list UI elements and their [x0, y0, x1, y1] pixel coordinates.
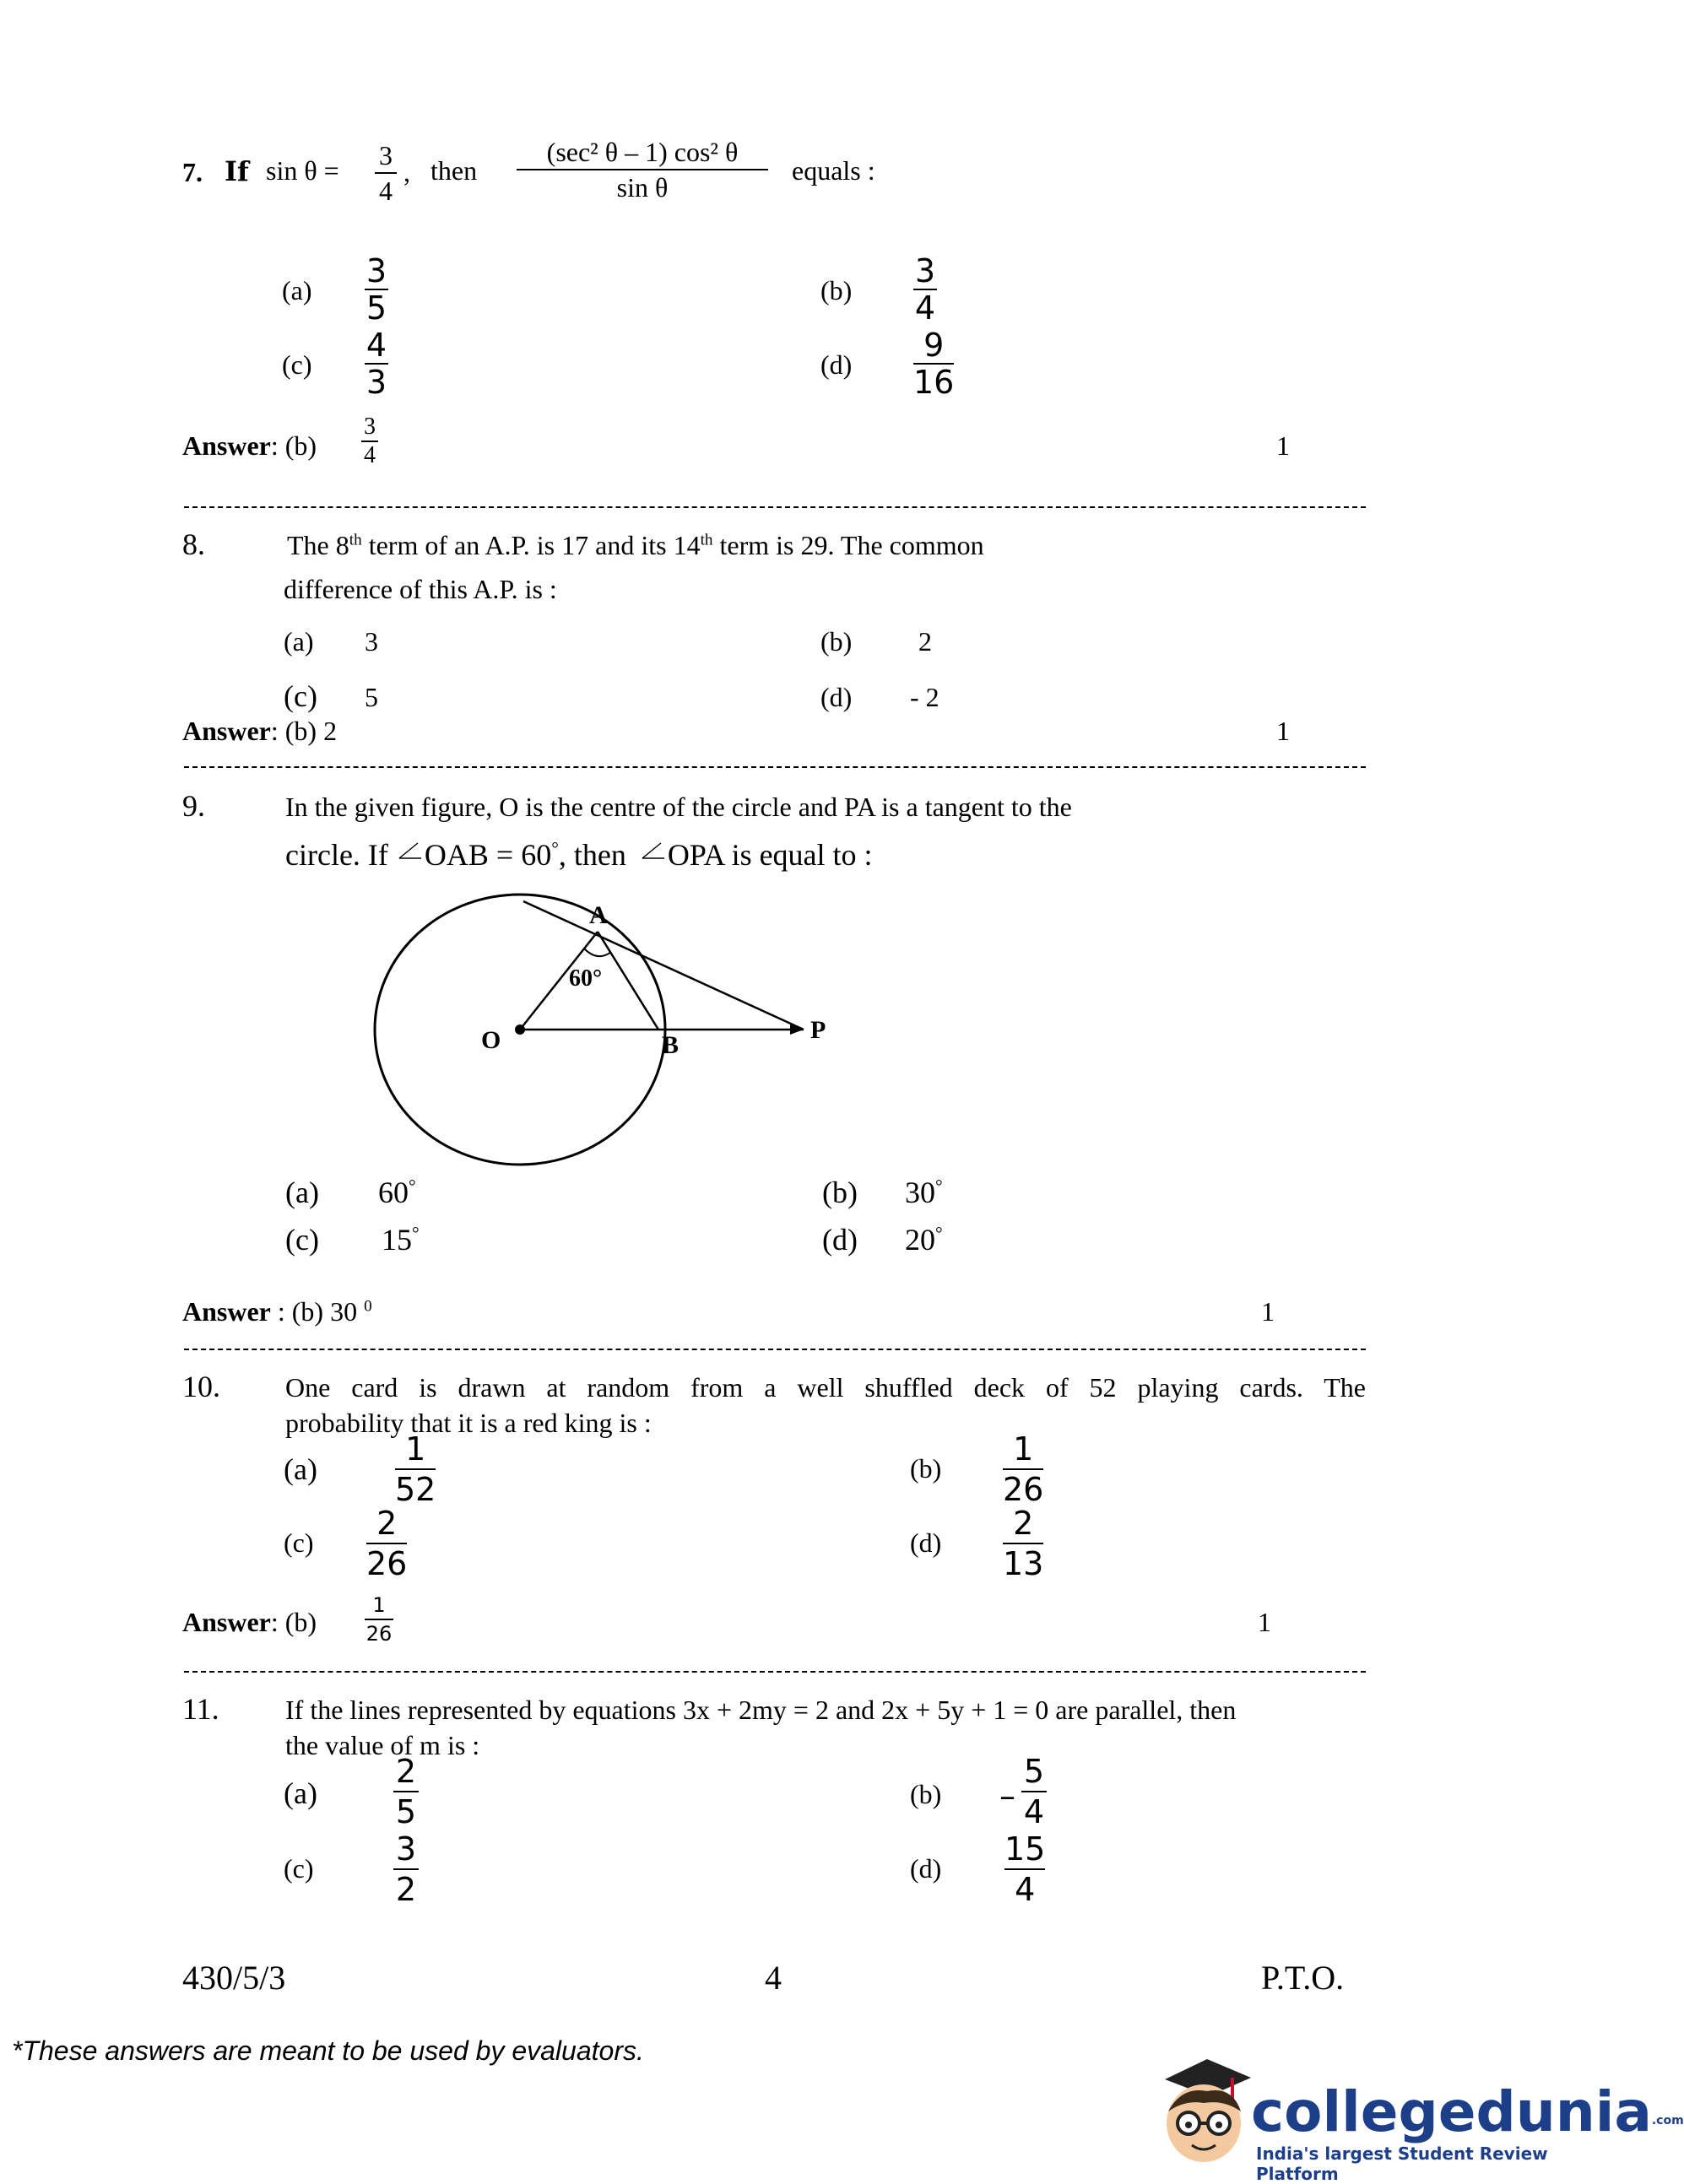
- q7-option-d-num: 9: [923, 327, 945, 364]
- q7-answer-fraction: [361, 415, 378, 468]
- q10-option-c-num: 2: [376, 1505, 398, 1542]
- centre-point: [515, 1024, 525, 1035]
- q8-answer: [182, 716, 337, 747]
- q8-option-a-value[interactable]: 3: [365, 626, 378, 657]
- q7-answer-label: Answer: [182, 430, 271, 461]
- q10-option-b-label: (b): [910, 1453, 942, 1484]
- q8-number: 8.: [182, 527, 205, 561]
- q9-line1: In the given figure, O is the centre of the circle and PA is a tangent to the: [285, 792, 1072, 822]
- q8-text-a: The 8: [287, 530, 349, 560]
- q11-option-b-sign: –: [999, 1777, 1015, 1814]
- q10-option-b-den: 26: [1003, 1471, 1044, 1508]
- q8-line2: difference of this A.P. is :: [284, 574, 557, 604]
- q10-answer: [182, 1607, 317, 1638]
- q7-option-a-den: 5: [365, 289, 387, 327]
- q8-text-b: term of an A.P. is 17 and its 14: [361, 530, 701, 560]
- q11-option-c-label: (c): [284, 1853, 314, 1884]
- q8-answer-label: Answer: [182, 716, 271, 746]
- q9-option-b-deg: °: [935, 1176, 943, 1196]
- q10-number: 10.: [182, 1370, 220, 1403]
- q9-option-b-label: (b): [822, 1176, 858, 1209]
- q11-line2: the value of m is :: [285, 1730, 480, 1760]
- q9-line2-deg: °: [551, 838, 559, 858]
- q8-sup1: th: [349, 531, 362, 549]
- q11-number: 11.: [182, 1692, 219, 1726]
- q9-option-a-deg: °: [409, 1176, 416, 1196]
- q9-answer-sup: 0: [364, 1297, 372, 1316]
- q10-option-a-num: 1: [405, 1430, 426, 1468]
- q11-option-a-den: 5: [395, 1793, 417, 1830]
- q10-marks: 1: [1258, 1607, 1271, 1637]
- q7-answer: [182, 430, 317, 462]
- q8-option-c-value[interactable]: 5: [365, 682, 378, 712]
- q10-option-a[interactable]: [395, 1430, 436, 1508]
- q11-option-d[interactable]: [1004, 1830, 1046, 1908]
- q11-option-a[interactable]: [393, 1755, 419, 1828]
- page-number: 4: [765, 1959, 782, 1997]
- q10-option-d-den: 13: [1003, 1545, 1044, 1582]
- q7-option-d[interactable]: [913, 327, 955, 401]
- q9-line2: [285, 837, 873, 873]
- q7-marks: 1: [1276, 430, 1290, 461]
- circle-tangent-figure: [371, 884, 844, 1163]
- q8-option-c-label: (c): [284, 679, 317, 713]
- q9-option-d[interactable]: [905, 1222, 943, 1257]
- q9-option-a[interactable]: [378, 1175, 416, 1210]
- divider: [184, 1349, 1366, 1350]
- q7-option-d-label: (d): [820, 349, 853, 380]
- q10-option-a-den: 52: [395, 1471, 436, 1508]
- q11-option-d-label: (d): [910, 1853, 942, 1884]
- line-a-b: [598, 932, 658, 1030]
- q7-option-a[interactable]: [365, 252, 388, 327]
- q7-option-b-num: 3: [914, 252, 936, 289]
- q10-line2: probability that it is a red king is :: [285, 1408, 652, 1438]
- q8-text: [287, 530, 984, 561]
- label-a: A: [589, 901, 608, 929]
- angle-arc: [584, 949, 611, 956]
- q9-line2-a: circle. If: [285, 838, 388, 872]
- q10-option-b[interactable]: [1003, 1430, 1044, 1508]
- mascot-logo-icon: [1148, 2052, 1258, 2170]
- q10-option-c[interactable]: [366, 1507, 407, 1580]
- divider: [184, 1671, 1366, 1673]
- q11-option-a-num: 2: [395, 1753, 417, 1790]
- label-p: P: [810, 1016, 826, 1044]
- q8-marks: 1: [1276, 716, 1290, 746]
- q10-answer-fraction: [365, 1595, 393, 1644]
- q7-option-c-num: 4: [365, 327, 387, 364]
- q9-line2-d: OPA is equal to :: [667, 838, 873, 872]
- q9-answer: [182, 1296, 372, 1327]
- pto: P.T.O.: [1261, 1959, 1345, 1997]
- label-o: O: [481, 1026, 501, 1054]
- brand-name[interactable]: [1251, 2079, 1684, 2144]
- q8-option-b-label: (b): [820, 626, 853, 657]
- q7-option-b-den: 4: [914, 289, 936, 327]
- label-b: B: [662, 1031, 680, 1059]
- q9-option-d-deg: °: [935, 1223, 943, 1243]
- q11-option-c-num: 3: [395, 1830, 417, 1868]
- q8-text-c: term is 29. The common: [712, 530, 984, 560]
- q9-answer-label: Answer: [182, 1296, 271, 1327]
- q9-answer-value: : (b) 30: [270, 1296, 358, 1327]
- q7-given-den: 4: [379, 176, 393, 206]
- q11-option-b-den: 4: [1023, 1793, 1045, 1830]
- brand-suffix: .com: [1651, 2114, 1684, 2127]
- q8-option-a-label: (a): [284, 626, 314, 657]
- q9-option-c-deg: °: [412, 1223, 420, 1243]
- q11-option-c-den: 2: [395, 1871, 417, 1908]
- q9-option-b-value: 30: [905, 1176, 935, 1209]
- q9-option-c[interactable]: [382, 1222, 420, 1257]
- brand-name-text: collegedunia: [1251, 2079, 1652, 2144]
- angle-icon: [639, 840, 668, 862]
- page-code: 430/5/3: [182, 1959, 286, 1997]
- q10-answer-value: : (b): [270, 1607, 317, 1637]
- q9-line2-c: , then: [558, 838, 626, 872]
- q10-option-c-den: 26: [366, 1545, 408, 1582]
- q8-sup2: th: [700, 531, 713, 549]
- q7-option-c-den: 3: [365, 364, 387, 401]
- q7-equals: equals :: [792, 155, 875, 186]
- q10-option-c-label: (c): [284, 1527, 314, 1558]
- q7-if: If: [225, 155, 249, 187]
- q9-option-a-value: 60: [378, 1176, 409, 1209]
- q10-option-b-num: 1: [1013, 1430, 1034, 1468]
- q8-option-b-value[interactable]: 2: [918, 626, 932, 657]
- q9-marks: 1: [1261, 1296, 1275, 1327]
- q10-line1: One card is drawn at random from a well shuffled deck of 52 playing cards. The: [285, 1372, 1366, 1403]
- q7-given-num: 3: [379, 140, 393, 170]
- label-angle: 60°: [569, 965, 603, 992]
- q11-line1: If the lines represented by equations 3x + 2my = 2 and 2x + 5y + 1 = 0 are parallel, then: [285, 1695, 1237, 1725]
- q7-option-a-label: (a): [282, 275, 312, 305]
- q8-option-d-label: (d): [820, 682, 853, 712]
- q9-number: 9.: [182, 789, 205, 823]
- q10-option-a-label: (a): [284, 1452, 317, 1486]
- q11-option-d-num: 15: [1004, 1830, 1046, 1868]
- q9-option-c-value: 15: [382, 1223, 412, 1257]
- q7-option-b[interactable]: [913, 252, 937, 327]
- q7-option-a-num: 3: [365, 252, 387, 289]
- angle-icon: [396, 840, 425, 862]
- q9-option-d-value: 20: [905, 1223, 935, 1257]
- q7-given-fraction: [375, 142, 397, 204]
- q10-option-d-label: (d): [910, 1527, 942, 1558]
- q10-answer-num: 1: [372, 1593, 386, 1617]
- q9-option-a-label: (a): [285, 1176, 319, 1209]
- q7-then: then: [430, 155, 478, 186]
- q7-option-c[interactable]: [365, 327, 388, 401]
- divider: [184, 506, 1366, 508]
- q7-number: 7.: [182, 157, 203, 187]
- q7-sin-expr: sin θ =: [266, 155, 339, 186]
- q11-option-c[interactable]: [393, 1830, 419, 1908]
- q7-option-d-den: 16: [913, 364, 955, 401]
- q8-option-d-value[interactable]: - 2: [910, 682, 939, 712]
- q11-option-b[interactable]: [1021, 1755, 1047, 1828]
- q11-option-b-label: (b): [910, 1779, 942, 1809]
- q9-option-d-label: (d): [822, 1223, 858, 1257]
- q9-option-b[interactable]: [905, 1175, 943, 1210]
- q11-option-d-den: 4: [1015, 1871, 1036, 1908]
- q7-option-c-label: (c): [282, 349, 312, 380]
- q10-answer-label: Answer: [182, 1607, 271, 1637]
- q7-expression: [517, 138, 768, 201]
- brand-tagline: India's largest Student Review Platform: [1256, 2143, 1548, 2184]
- q7-expr-den: sin θ: [616, 172, 669, 203]
- q9-line2-b: OAB = 60: [424, 838, 552, 872]
- q7-expr-num: (sec² θ – 1) cos² θ: [546, 137, 739, 167]
- q7-answer-value: : (b): [270, 430, 317, 461]
- q11-option-b-num: 5: [1023, 1753, 1045, 1790]
- q7-option-b-label: (b): [820, 275, 853, 305]
- q9-option-c-label: (c): [285, 1223, 319, 1257]
- q8-answer-value: : (b) 2: [270, 716, 338, 746]
- q10-option-d[interactable]: [1003, 1507, 1043, 1580]
- q10-answer-den: 26: [365, 1622, 393, 1646]
- q7-answer-num: 3: [364, 414, 376, 440]
- q7-answer-den: 4: [364, 442, 376, 468]
- q10-option-d-num: 2: [1013, 1505, 1034, 1542]
- q11-option-a-label: (a): [284, 1776, 317, 1810]
- divider: [184, 766, 1366, 768]
- evaluator-note: *These answers are meant to be used by evaluators.: [12, 2035, 644, 2066]
